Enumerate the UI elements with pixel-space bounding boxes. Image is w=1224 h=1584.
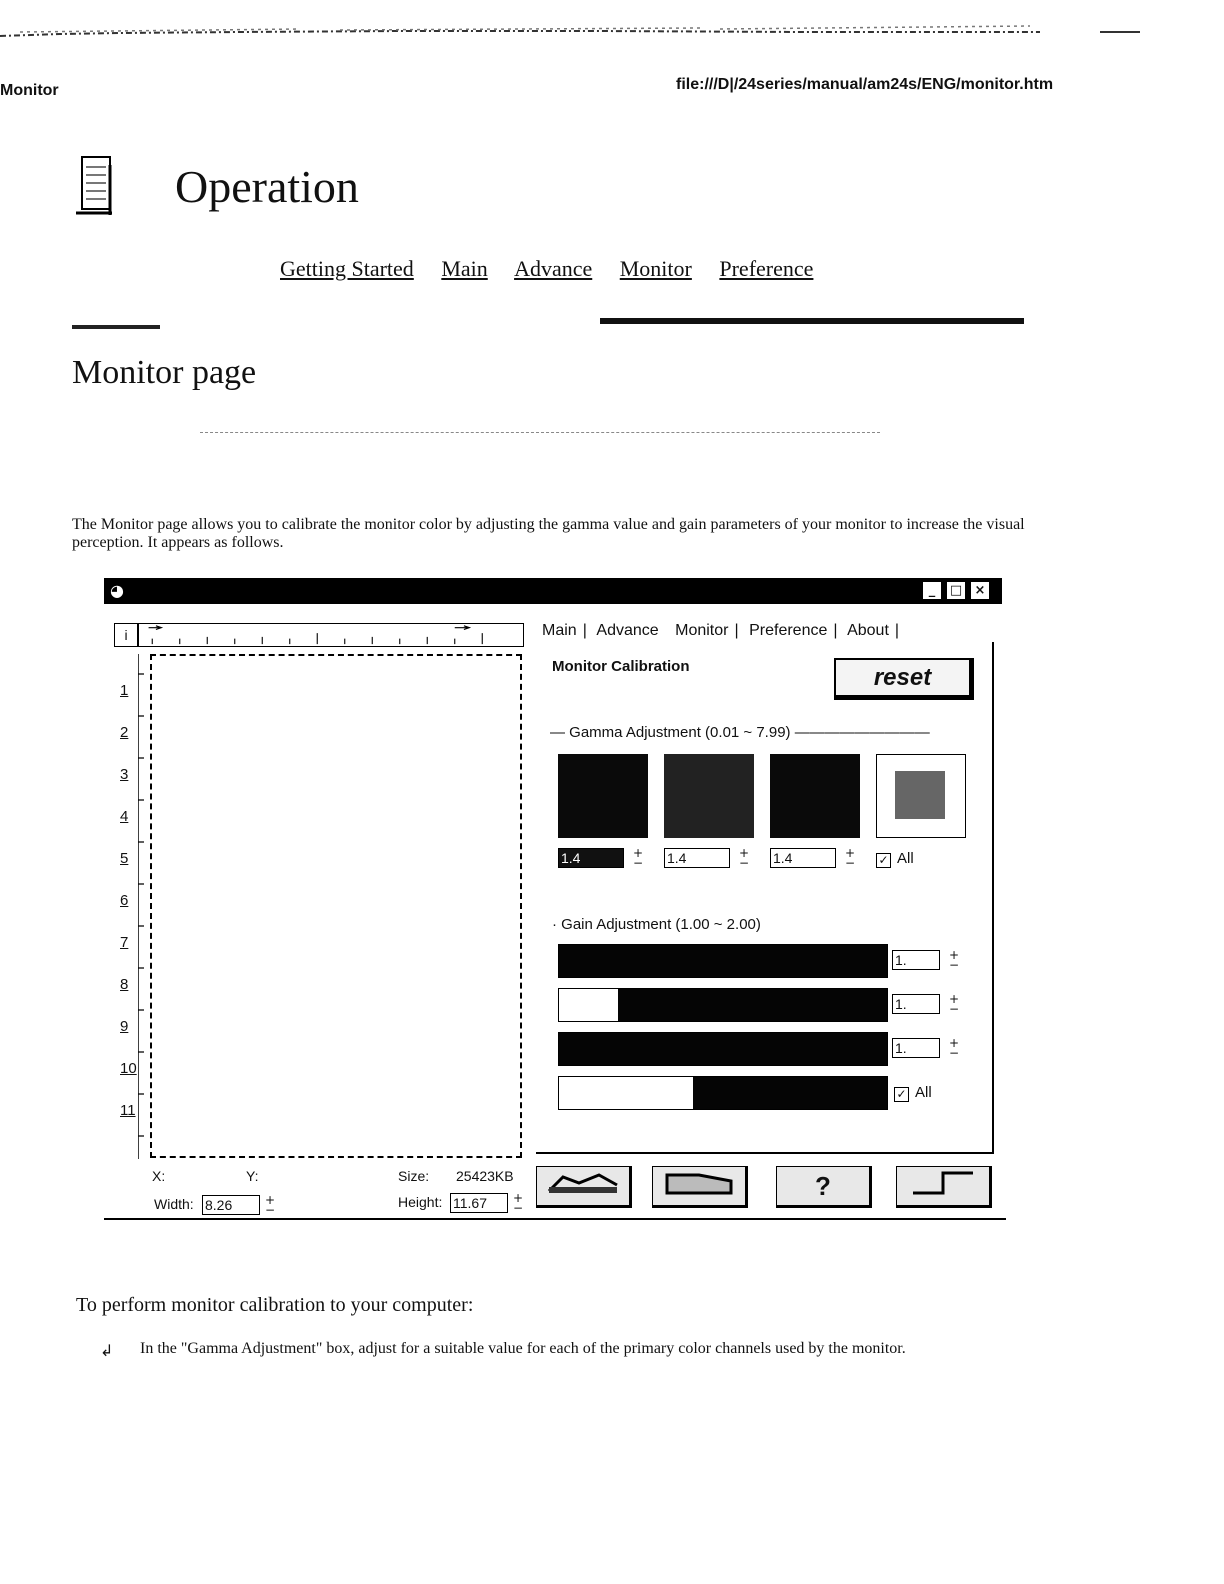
page-title: Monitor page <box>72 354 257 391</box>
maximize-button[interactable]: □ <box>946 581 966 600</box>
gamma-green-swatch[interactable] <box>664 754 754 838</box>
instructions-heading: To perform monitor calibration to your computer: <box>76 1294 474 1316</box>
ruler-number: 7 <box>120 934 129 951</box>
step-text: In the "Gamma Adjustment" box, adjust for a suitable value for each of the primary color channels used by the monitor. <box>140 1340 906 1357</box>
ruler-number: 5 <box>120 850 129 867</box>
divider-right <box>600 318 1024 324</box>
gamma-red-input[interactable]: 1.4 <box>558 848 624 868</box>
gain-green-spinner[interactable]: + − <box>948 992 960 1016</box>
step-bullet-icon: ↲ <box>100 1341 114 1360</box>
minimize-button[interactable]: _ <box>922 581 942 600</box>
browser-header-url: file:///D|/24series/manual/am24s/ENG/monitor.htm <box>676 76 1054 93</box>
gain-red-slider[interactable] <box>558 944 888 978</box>
size-value: 25423KB <box>456 1168 514 1184</box>
gamma-green-spinner[interactable]: + − <box>738 846 750 870</box>
window-titlebar <box>104 578 1002 604</box>
gain-green-slider[interactable] <box>558 988 888 1022</box>
gain-all-slider[interactable] <box>558 1076 888 1110</box>
gain-green-fill <box>559 989 618 1021</box>
tab-separator: | <box>734 622 739 639</box>
x-coordinate-label: X: <box>152 1168 166 1184</box>
width-spinner[interactable]: + − <box>264 1193 276 1217</box>
checkbox-mark: ✓ <box>894 1087 909 1102</box>
gamma-all-label: All <box>897 850 914 867</box>
dashed-divider <box>200 432 880 433</box>
ruler-number: 3 <box>120 766 129 783</box>
gain-green-input[interactable]: 1. <box>892 994 940 1014</box>
divider-left <box>72 325 160 329</box>
preview-button[interactable] <box>652 1166 748 1208</box>
scan-noise-band <box>0 18 1224 40</box>
preview-icon <box>659 1167 739 1197</box>
ruler-number: 9 <box>120 1018 129 1035</box>
gain-group-label: · Gain Adjustment (1.00 ~ 2.00) <box>552 916 761 933</box>
height-label: Height: <box>398 1194 443 1210</box>
height-input[interactable]: 11.67 <box>450 1193 508 1213</box>
window-bottom-rule <box>104 1218 1006 1220</box>
y-coordinate-label: Y: <box>246 1168 259 1184</box>
nav-link-getting-started[interactable]: Getting Started <box>280 256 414 281</box>
nav-link-main[interactable]: Main <box>441 256 488 281</box>
gamma-green-input[interactable]: 1.4 <box>664 848 730 868</box>
ruler-info-button[interactable]: i <box>114 623 138 647</box>
ruler-number: 10 <box>120 1060 137 1077</box>
tab-main[interactable]: Main <box>542 622 577 639</box>
gamma-all-checkbox[interactable] <box>876 850 914 868</box>
ruler-number: 2 <box>120 724 129 741</box>
ruler-number: 8 <box>120 976 129 993</box>
gain-all-fill <box>559 1077 693 1109</box>
tab-advance[interactable]: Advance <box>596 622 659 639</box>
tab-preference[interactable]: Preference <box>749 622 828 639</box>
gain-blue-input[interactable]: 1. <box>892 1038 940 1058</box>
horizontal-ruler <box>138 623 524 647</box>
height-spinner[interactable]: + − <box>512 1191 524 1215</box>
preview-canvas[interactable] <box>150 654 522 1158</box>
ruler-number: 4 <box>120 808 129 825</box>
ruler-number: 11 <box>120 1102 136 1119</box>
gain-all-label: All <box>915 1084 932 1101</box>
nav-link-advance[interactable]: Advance <box>514 256 593 281</box>
reset-button[interactable]: reset <box>834 658 974 700</box>
section-title: Operation <box>175 161 359 212</box>
gain-blue-spinner[interactable]: + − <box>948 1036 960 1060</box>
vertical-ruler <box>118 654 148 1159</box>
scan-icon <box>543 1167 623 1197</box>
app-window <box>104 578 1002 1222</box>
document-icon <box>72 155 116 219</box>
gain-red-spinner[interactable]: + − <box>948 948 960 972</box>
monitor-panel <box>536 642 994 1154</box>
exit-button[interactable] <box>896 1166 992 1208</box>
gamma-blue-swatch[interactable] <box>770 754 860 838</box>
tab-about[interactable]: About <box>847 622 889 639</box>
tab-separator: | <box>582 622 587 639</box>
gamma-red-swatch[interactable] <box>558 754 648 838</box>
exit-icon <box>903 1167 983 1197</box>
tab-separator: | <box>833 622 838 639</box>
tab-separator: | <box>894 622 900 639</box>
gamma-label-text: Gamma Adjustment (0.01 ~ 7.99) <box>569 724 791 741</box>
width-input[interactable]: 8.26 <box>202 1195 260 1215</box>
scan-button[interactable] <box>536 1166 632 1208</box>
section-nav <box>280 256 835 282</box>
gain-red-input[interactable]: 1. <box>892 950 940 970</box>
tab-bar <box>542 622 905 640</box>
size-label: Size: <box>398 1168 430 1184</box>
width-label: Width: <box>154 1196 194 1212</box>
help-button[interactable] <box>776 1166 872 1208</box>
gamma-all-swatch[interactable] <box>876 754 966 838</box>
gain-all-checkbox[interactable] <box>894 1084 932 1102</box>
gain-blue-slider[interactable] <box>558 1032 888 1066</box>
intro-paragraph: The Monitor page allows you to calibrate the monitor color by adjusting the gamma value and gain parameters of your monitor to increase the visual perception. It appears as follows. <box>72 516 1025 551</box>
gain-label-text: Gain Adjustment (1.00 ~ 2.00) <box>561 916 761 933</box>
app-icon: ◕ <box>110 581 124 600</box>
gamma-blue-input[interactable]: 1.4 <box>770 848 836 868</box>
gamma-blue-spinner[interactable]: + − <box>844 846 856 870</box>
browser-header-title: Monitor <box>0 82 59 99</box>
vertical-ruler-ticks <box>138 654 148 1159</box>
gamma-red-spinner[interactable]: + − <box>632 846 644 870</box>
help-icon: ? <box>815 1171 831 1201</box>
close-button[interactable]: × <box>970 581 990 600</box>
nav-link-preference[interactable]: Preference <box>719 256 814 281</box>
tab-monitor[interactable]: Monitor <box>675 622 729 639</box>
checkbox-mark: ✓ <box>876 853 891 868</box>
ruler-number: 6 <box>120 892 129 909</box>
tab-separator <box>665 622 669 639</box>
ruler-number: 1 <box>120 682 129 699</box>
gamma-all-swatch-fill <box>895 771 945 819</box>
calibration-title: Monitor Calibration <box>552 658 690 675</box>
gamma-group-label: — Gamma Adjustment (0.01 ~ 7.99) ————————— <box>550 724 930 741</box>
nav-link-monitor[interactable]: Monitor <box>619 256 692 281</box>
